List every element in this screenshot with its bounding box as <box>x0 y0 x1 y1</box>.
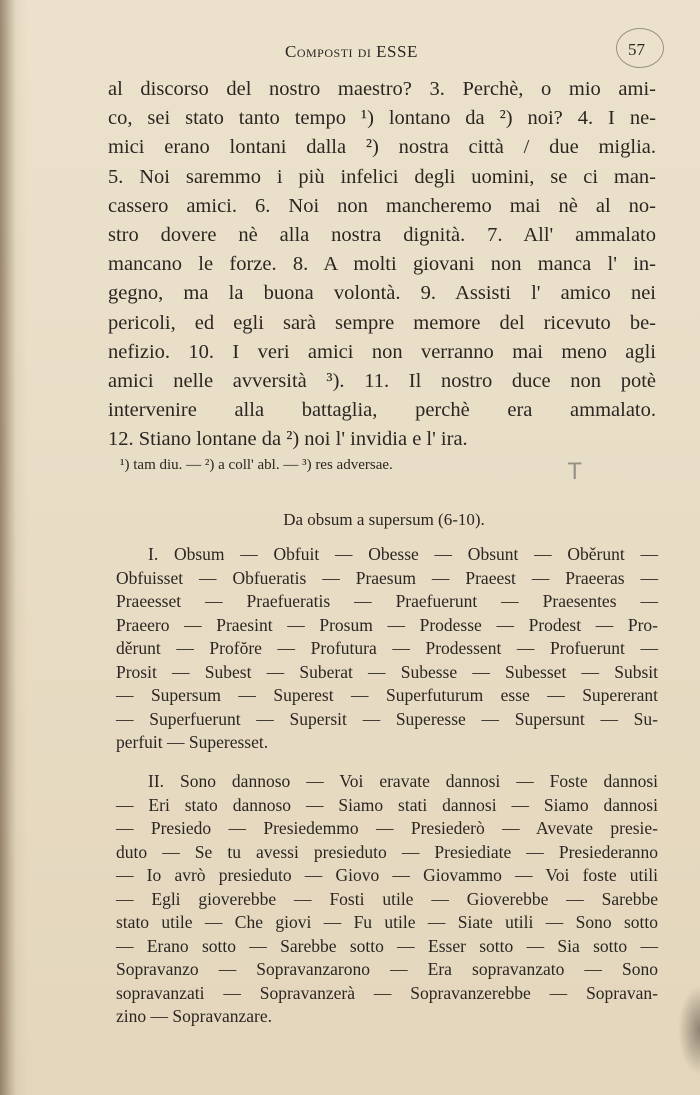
exercise-1 <box>116 543 658 755</box>
text-line: co, sei stato tanto tempo ¹) lontano da ²) noi? 4. I ne- <box>108 107 656 130</box>
exercise-line: Praeesset — Praefueratis — Praefuerunt — Praesentes — <box>116 591 658 611</box>
text-line: al discorso del nostro maestro? 3. Perchè, o mio ami- <box>108 78 656 100</box>
text-line: nefizio. 10. I veri amici non verranno mai meno agli <box>108 340 656 363</box>
pencil-circle-mark <box>616 28 664 68</box>
section-title: Da obsum a supersum (6-10). <box>283 510 485 529</box>
exercise-2 <box>116 770 658 1029</box>
text-line: amici nelle avversità ³). 11. Il nostro duce non potè <box>108 369 656 392</box>
exercise-line: Prosit — Subest — Suberat — Subesse — Subesset — Subsit <box>116 661 658 682</box>
exercise-line: Sopravanzo — Sopravanzarono — Era sopravanzato — Sono <box>116 959 658 979</box>
exercise-line: — Eri stato dannoso — Siamo stati dannosi — Siamo dannosi <box>116 794 658 815</box>
exercise-line: duto — Se tu avessi presieduto — Presiediate — Presiederanno <box>116 841 658 862</box>
running-title: Composti di ESSE <box>285 42 418 61</box>
exercise-line: stato utile — Che giovi — Fu utile — Siate utili — Sono sotto <box>116 912 658 932</box>
main-text <box>108 75 656 454</box>
text-line: mici erano lontani dalla ²) nostra città / due miglia. <box>108 136 656 159</box>
text-line: stro dovere nè alla nostra dignità. 7. All' ammalato <box>108 223 656 246</box>
exercise-line: perfuit — Superesset. <box>116 732 269 752</box>
exercise-line: sopravanzati — Sopravanzerà — Sopravanzerebbe — Sopravan- <box>116 982 658 1003</box>
pencil-mark: T <box>568 460 582 485</box>
text-line: intervenire alla battaglia, perchè era ammalato. <box>108 399 656 422</box>
text-line: 12. Stiano lontane da ²) noi l' invidia e l' ira. <box>108 428 468 451</box>
footnotes: ¹) tam diu. — ²) a coll' abl. — ³) res adversae. <box>120 457 393 473</box>
exercise-line: II. Sono dannoso — Voi eravate dannosi — Foste dannosi <box>148 771 658 791</box>
exercise-line: — Io avrò presieduto — Giovo — Giovammo — Voi foste utili <box>116 865 658 885</box>
exercise-line: — Supersum — Superest — Superfuturum esse — Supererant <box>116 685 658 705</box>
exercise-line: zino — Sopravanzare. <box>116 1006 272 1026</box>
exercise-line: — Presiedo — Presiedemmo — Presiederò — Avevate presie- <box>116 818 658 838</box>
exercise-line: — Superfuerunt — Supersit — Superesse — Supersunt — Su- <box>116 708 658 729</box>
text-line: 5. Noi saremmo i più infelici degli uomini, se ci man- <box>108 165 656 188</box>
exercise-line: — Egli gioverebbe — Fosti utile — Gioverebbe — Sarebbe <box>116 888 658 909</box>
exercise-line: Obfuisset — Obfueratis — Praesum — Praeest — Praeeras — <box>116 567 658 588</box>
text-line: gegno, ma la buona volontà. 9. Assisti l' amico nei <box>108 282 656 305</box>
text-line: pericoli, ed egli sarà sempre memore del ricevuto be- <box>108 311 656 334</box>
exercise-line: děrunt — Profŏre — Profutura — Prodessent — Profuerunt — <box>116 638 658 658</box>
text-line: mancano le forze. 8. A molti giovani non manca l' in- <box>108 253 656 276</box>
spine-shadow <box>0 0 16 1095</box>
exercise-line: I. Obsum — Obfuit — Obesse — Obsunt — Oběrunt — <box>148 544 658 564</box>
corner-smudge <box>678 985 700 1075</box>
page-number: 57 <box>628 40 645 59</box>
exercise-line: Praeero — Praesint — Prosum — Prodesse — Prodest — Pro- <box>116 614 658 635</box>
text-line: cassero amici. 6. Noi non mancheremo mai nè al no- <box>108 194 656 217</box>
exercise-line: — Erano sotto — Sarebbe sotto — Esser sotto — Sia sotto — <box>116 935 658 956</box>
page-header <box>0 38 700 68</box>
